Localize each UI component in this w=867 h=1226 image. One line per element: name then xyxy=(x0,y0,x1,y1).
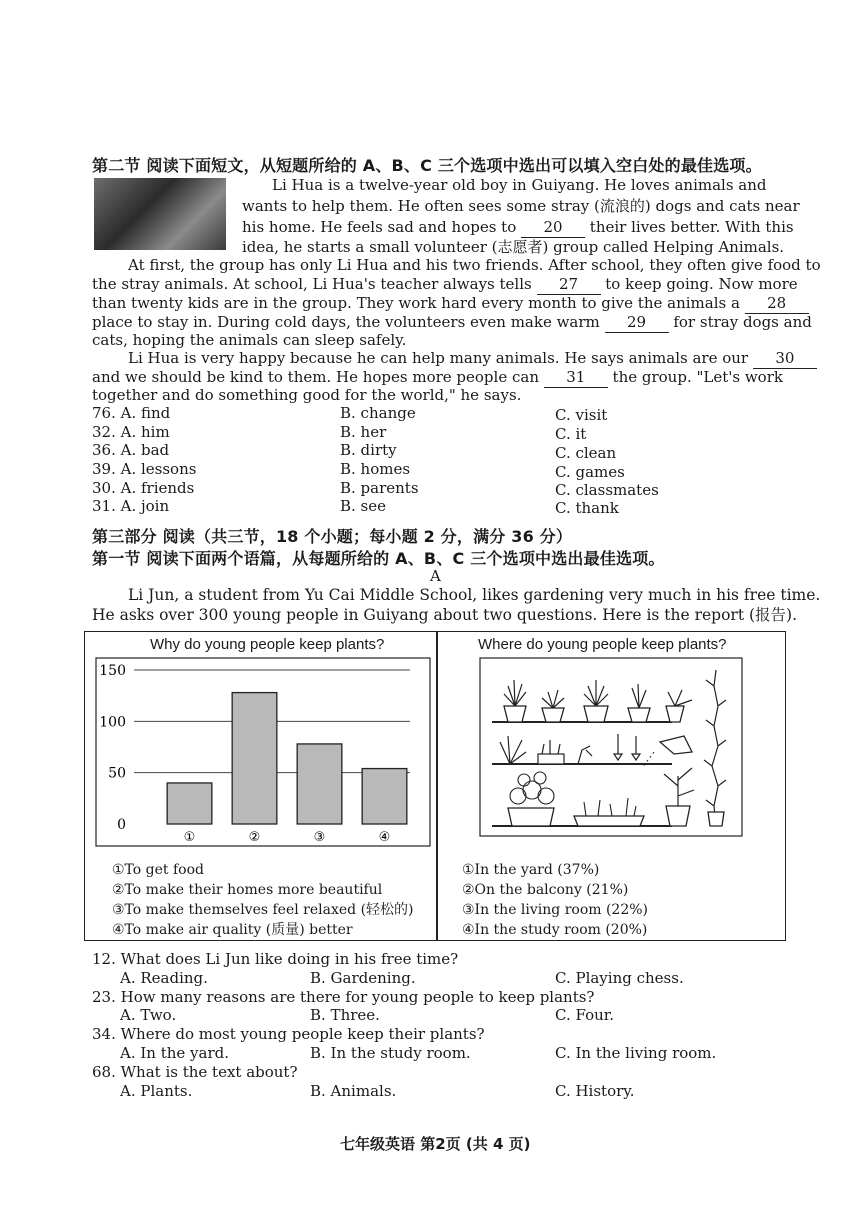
option-a[interactable]: 39. A. lessons xyxy=(92,460,197,478)
option-b[interactable]: B. her xyxy=(340,423,387,441)
x-tick-label: ② xyxy=(248,830,261,845)
answer-a[interactable]: A. Reading. xyxy=(120,969,208,987)
passage-text: and we should be kind to them. He hopes more people can xyxy=(92,368,539,386)
answer-b[interactable]: B. Gardening. xyxy=(310,969,416,987)
subsection-heading: 第一节 阅读下面两个语篇，从每题所给的 A、B、C 三个选项中选出最佳选项。 xyxy=(92,549,665,568)
blank: 20 xyxy=(521,218,585,238)
answer-b[interactable]: B. In the study room. xyxy=(310,1044,471,1062)
answer-c[interactable]: C. History. xyxy=(555,1082,635,1100)
y-tick-label: 100 xyxy=(99,714,126,731)
passage-line: together and do something good for the world," he says. xyxy=(92,386,522,404)
report-divider xyxy=(436,631,438,941)
x-tick-label: ④ xyxy=(378,830,391,845)
legend-item: ③To make themselves feel relaxed (轻松的) xyxy=(112,902,414,918)
legend-item: ④To make air quality (质量) better xyxy=(112,922,353,938)
intro-line: Li Jun, a student from Yu Cai Middle School, likes gardening very much in his free time. xyxy=(128,586,821,604)
part-heading: 第三部分 阅读（共三节，18 个小题；每小题 2 分，满分 36 分） xyxy=(92,527,573,546)
question: 68. What is the text about? xyxy=(92,1063,298,1081)
passage-text: than twenty kids are in the group. They work hard every month to give the animals a xyxy=(92,294,740,312)
question: 34. Where do most young people keep their plants? xyxy=(92,1025,485,1043)
x-tick-label: ① xyxy=(183,830,196,845)
passage-text: their lives better. With this xyxy=(589,218,794,236)
question: 12. What does Li Jun like doing in his free time? xyxy=(92,950,459,968)
option-b[interactable]: B. homes xyxy=(340,460,411,478)
option-b[interactable]: B. parents xyxy=(340,479,419,497)
passage-text: the group. "Let's work xyxy=(612,368,783,386)
y-tick-label: 50 xyxy=(108,765,126,782)
option-b[interactable]: B. see xyxy=(340,497,387,515)
passage-line xyxy=(92,275,798,295)
answer-a[interactable]: A. Two. xyxy=(120,1006,177,1024)
blank: 30 xyxy=(753,349,817,369)
answer-a[interactable]: A. In the yard. xyxy=(120,1044,230,1062)
passage-line xyxy=(92,368,783,388)
section-heading: 第二节 阅读下面短文，从短题所给的 A、B、C 三个选项中选出可以填入空白处的最佳选项。 xyxy=(92,156,762,175)
answer-c[interactable]: C. Four. xyxy=(555,1006,615,1024)
option-c[interactable]: C. visit xyxy=(555,406,608,424)
passage-line xyxy=(92,294,809,314)
passage-line xyxy=(242,218,794,238)
bar xyxy=(167,783,212,824)
passage-line: cats, hoping the animals can sleep safely. xyxy=(92,331,407,349)
answer-a[interactable]: A. Plants. xyxy=(120,1082,193,1100)
option-c[interactable]: C. games xyxy=(555,463,625,481)
y-tick-label: 0 xyxy=(117,817,126,833)
legend-item: ②On the balcony (21%) xyxy=(462,882,629,898)
legend-item: ①To get food xyxy=(112,862,205,878)
plants-illustration xyxy=(478,656,744,838)
intro-line: He asks over 300 young people in Guiyang about two questions. Here is the report (报告). xyxy=(92,606,798,624)
option-a[interactable]: 31. A. join xyxy=(92,497,170,515)
blank: 28 xyxy=(745,294,809,314)
bar xyxy=(232,693,277,824)
passage-text: Li Hua is very happy because he can help many animals. He says animals are our xyxy=(128,349,749,367)
option-a[interactable]: 76. A. find xyxy=(92,404,171,422)
question: 23. How many reasons are there for young people to keep plants? xyxy=(92,988,595,1006)
option-b[interactable]: B. change xyxy=(340,404,416,422)
answer-b[interactable]: B. Three. xyxy=(310,1006,380,1024)
y-tick-label: 150 xyxy=(99,663,126,679)
passage-text: for stray dogs and xyxy=(673,313,812,331)
passage-line xyxy=(128,349,817,369)
answer-c[interactable]: C. In the living room. xyxy=(555,1044,717,1062)
option-a[interactable]: 32. A. him xyxy=(92,423,170,441)
legend-item: ③In the living room (22%) xyxy=(462,902,649,918)
blank: 31 xyxy=(544,368,608,388)
page-footer: 七年级英语 第2页 (共 4 页) xyxy=(340,1135,531,1153)
panel-title: Where do young people keep plants? xyxy=(478,636,727,653)
blank: 29 xyxy=(605,313,669,333)
legend-item: ①In the yard (37%) xyxy=(462,862,600,878)
chart-title: Why do young people keep plants? xyxy=(150,636,385,653)
passage-line: wants to help them. He often sees some stray (流浪的) dogs and cats near xyxy=(242,197,800,215)
bar xyxy=(362,769,407,824)
legend-item: ④In the study room (20%) xyxy=(462,922,648,938)
option-b[interactable]: B. dirty xyxy=(340,441,397,459)
option-a[interactable]: 30. A. friends xyxy=(92,479,195,497)
passage-line xyxy=(92,313,812,333)
passage-line: At first, the group has only Li Hua and his two friends. After school, they often give food to xyxy=(128,256,821,274)
passage-text: to keep going. Now more xyxy=(605,275,798,293)
passage-label: A xyxy=(430,567,441,585)
passage-text: the stray animals. At school, Li Hua's teacher always tells xyxy=(92,275,532,293)
bar-chart xyxy=(92,656,434,850)
bar xyxy=(297,744,342,824)
passage-text: his home. He feels sad and hopes to xyxy=(242,218,517,236)
x-tick-label: ③ xyxy=(313,830,326,845)
legend-item: ②To make their homes more beautiful xyxy=(112,882,383,898)
passage-line: Li Hua is a twelve-year old boy in Guiyang. He loves animals and xyxy=(272,176,767,194)
option-c[interactable]: C. it xyxy=(555,425,587,443)
passage-photo xyxy=(94,178,226,250)
blank: 27 xyxy=(537,275,601,295)
answer-b[interactable]: B. Animals. xyxy=(310,1082,397,1100)
passage-line: idea, he starts a small volunteer (志愿者) group called Helping Animals. xyxy=(242,238,785,256)
option-c[interactable]: C. clean xyxy=(555,444,617,462)
answer-c[interactable]: C. Playing chess. xyxy=(555,969,684,987)
option-a[interactable]: 36. A. bad xyxy=(92,441,170,459)
option-c[interactable]: C. thank xyxy=(555,499,619,517)
passage-text: place to stay in. During cold days, the volunteers even make warm xyxy=(92,313,600,331)
option-c[interactable]: C. classmates xyxy=(555,481,659,499)
